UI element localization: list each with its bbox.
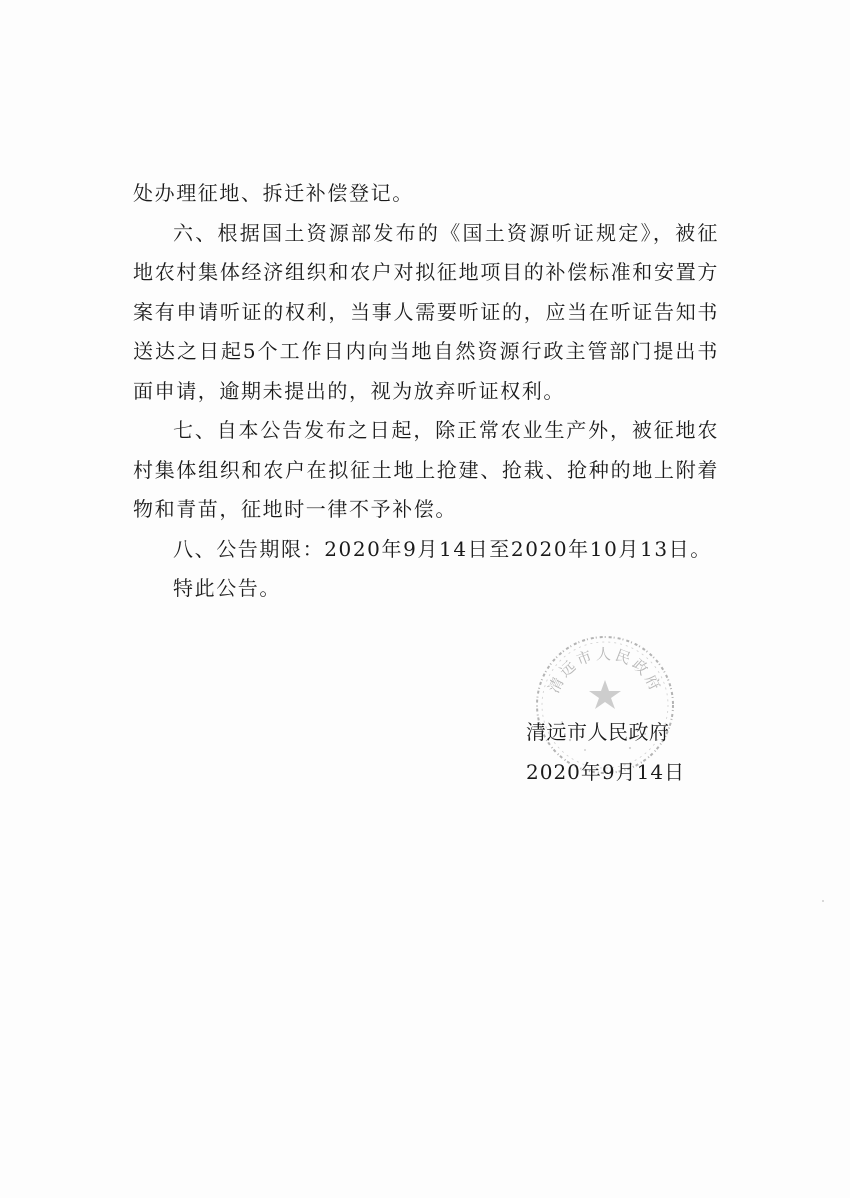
signature-block — [526, 713, 726, 792]
paragraph-closing: 特此公告。 — [173, 576, 281, 600]
issuing-authority: 清远市人民政府 — [526, 720, 670, 744]
paragraph-notice-period: 八、公告期限：2020年9月14日至2020年10月13日。 — [173, 536, 712, 561]
scan-speck — [822, 900, 824, 902]
paragraph-hearing-rights: 六、根据国土资源部发布的《国土资源听证规定》，被征地农村集体经济组织和农户对拟征地项目的补偿标准和安置方案有申请听证的权利，当事人需要听证的，应当在听证告知书送达之日起5个工作日内向当地自然资源行政主管部门提出书面申请，逾期未提出的，视为放弃听证权利。 — [133, 220, 719, 403]
issue-date: 2020年9月14日 — [526, 759, 686, 784]
document-body — [133, 174, 719, 609]
paragraph-continuation: 处办理征地、拆迁补偿登记。 — [133, 181, 414, 205]
paragraph-no-compensation: 七、自本公告发布之日起，除正常农业生产外，被征地农村集体组织和农户在拟征土地上抢建、抢栽、抢种的地上附着物和青苗，征地时一律不予补偿。 — [133, 418, 719, 521]
svg-text:清远市人民政府: 清远市人民政府 — [544, 645, 666, 696]
